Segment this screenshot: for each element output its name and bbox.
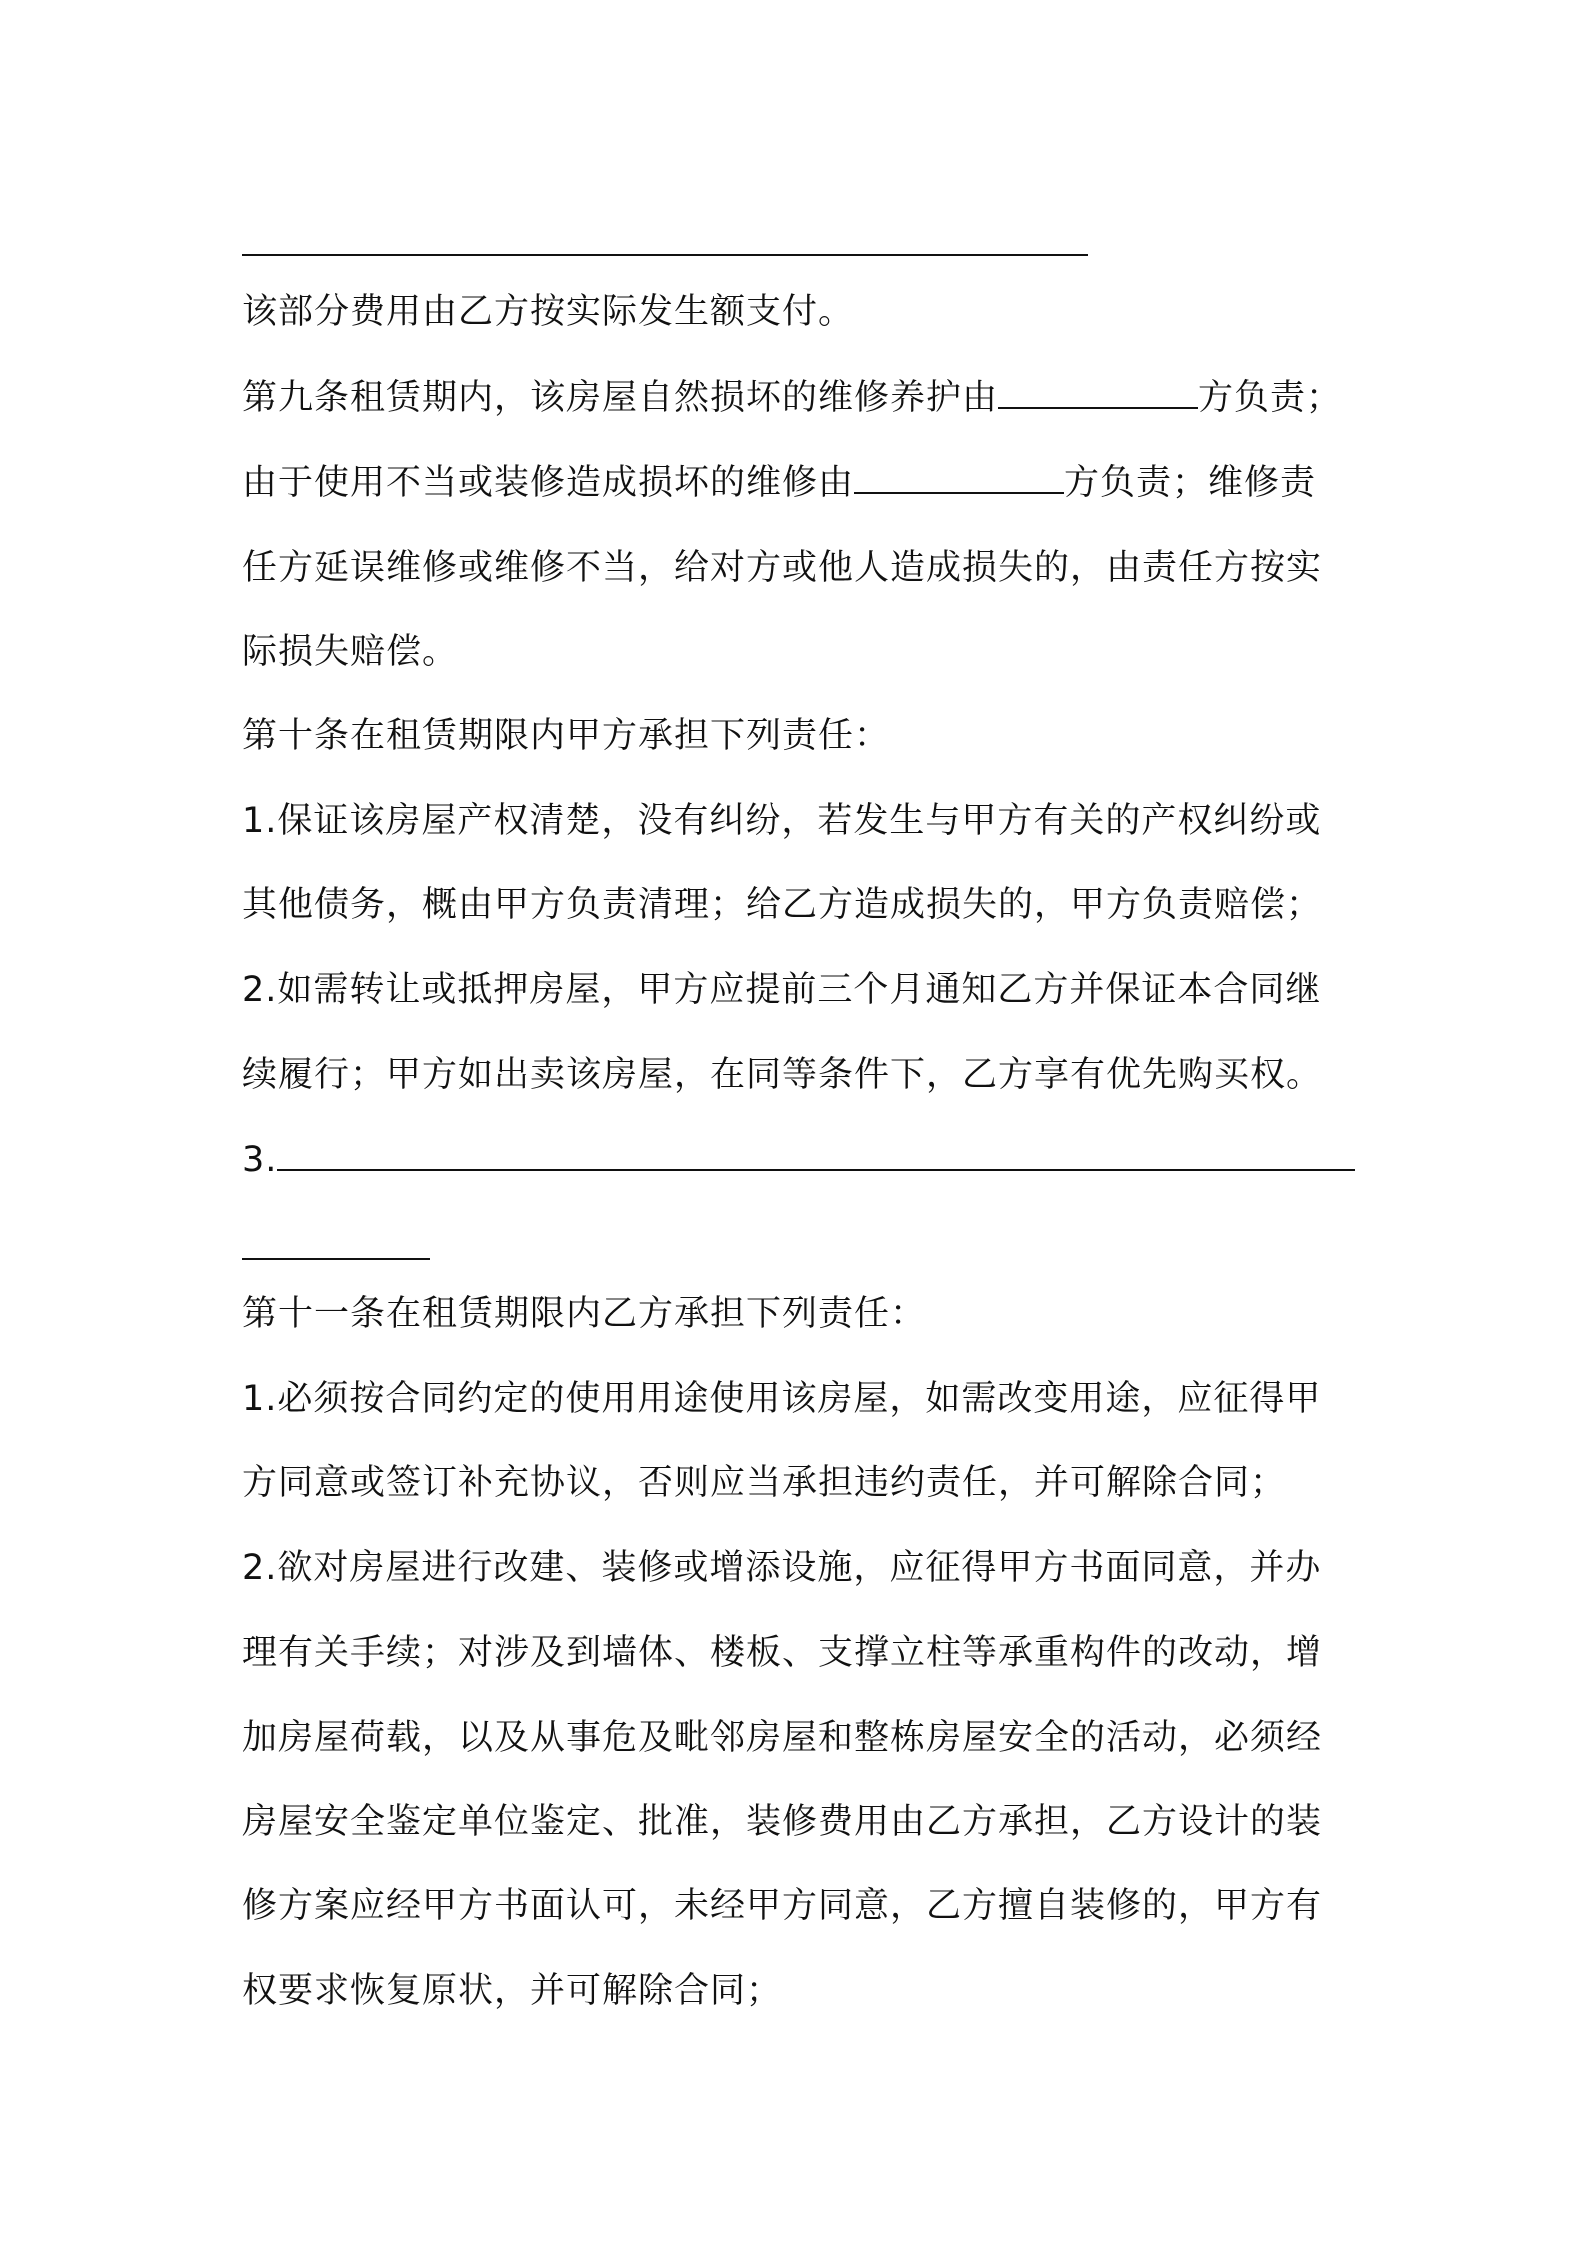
clause-11-line: 房屋安全鉴定单位鉴定、批准，装修费用由乙方承担，乙方设计的装 [242, 1802, 1323, 1842]
clause-text: 第九条租赁期内，该房屋自然损坏的维修养护由 [242, 378, 999, 418]
clause-11-line: 2.欲对房屋进行改建、装修或增添设施，应征得甲方书面同意，并办 [242, 1548, 1322, 1588]
clause-11-line: 1.必须按合同约定的使用用途使用该房屋，如需改变用途，应征得甲 [242, 1379, 1322, 1419]
clause-11-line: 理有关手续；对涉及到墙体、楼板、支撑立柱等承重构件的改动，增 [242, 1633, 1323, 1673]
clause-10-line: 2.如需转让或抵押房屋，甲方应提前三个月通知乙方并保证本合同继 [242, 970, 1322, 1010]
clause-10-item-3 [242, 1138, 1382, 1182]
clause-9-line [242, 376, 1382, 420]
clause-11-title: 第十一条在租赁期限内乙方承担下列责任： [242, 1294, 927, 1334]
fill-in-blank [998, 377, 1198, 409]
fill-in-blank-line [242, 1258, 430, 1260]
clause-11-line: 权要求恢复原状，并可解除合同； [242, 1971, 783, 2011]
clause-text: 由于使用不当或装修造成损坏的维修由 [242, 463, 855, 503]
clause-11-line: 修方案应经甲方书面认可，未经甲方同意，乙方擅自装修的，甲方有 [242, 1886, 1323, 1926]
clause-10-line: 其他债务，概由甲方负责清理；给乙方造成损失的，甲方负责赔偿； [242, 885, 1323, 925]
item-number: 3. [242, 1140, 278, 1180]
clause-text: 方负责； [1198, 378, 1343, 418]
clause-9-line: 任方延误维修或维修不当，给对方或他人造成损失的，由责任方按实 [242, 548, 1323, 588]
paragraph-line: 该部分费用由乙方按实际发生额支付。 [242, 292, 855, 332]
clause-11-line: 加房屋荷载，以及从事危及毗邻房屋和整栋房屋安全的活动，必须经 [242, 1718, 1323, 1758]
clause-10-line: 续履行；甲方如出卖该房屋，在同等条件下，乙方享有优先购买权。 [242, 1055, 1323, 1095]
clause-10-line: 1.保证该房屋产权清楚，没有纠纷，若发生与甲方有关的产权纠纷或 [242, 801, 1322, 841]
fill-in-blank [277, 1139, 1355, 1171]
clause-10-title: 第十条在租赁期限内甲方承担下列责任： [242, 716, 891, 756]
clause-9-line: 际损失赔偿。 [242, 632, 459, 672]
clause-9-line [242, 461, 1382, 505]
fill-in-blank-line [242, 254, 1088, 256]
fill-in-blank [854, 462, 1064, 494]
clause-text: 方负责；维修责 [1064, 463, 1317, 503]
clause-11-line: 方同意或签订补充协议，否则应当承担违约责任，并可解除合同； [242, 1463, 1287, 1503]
